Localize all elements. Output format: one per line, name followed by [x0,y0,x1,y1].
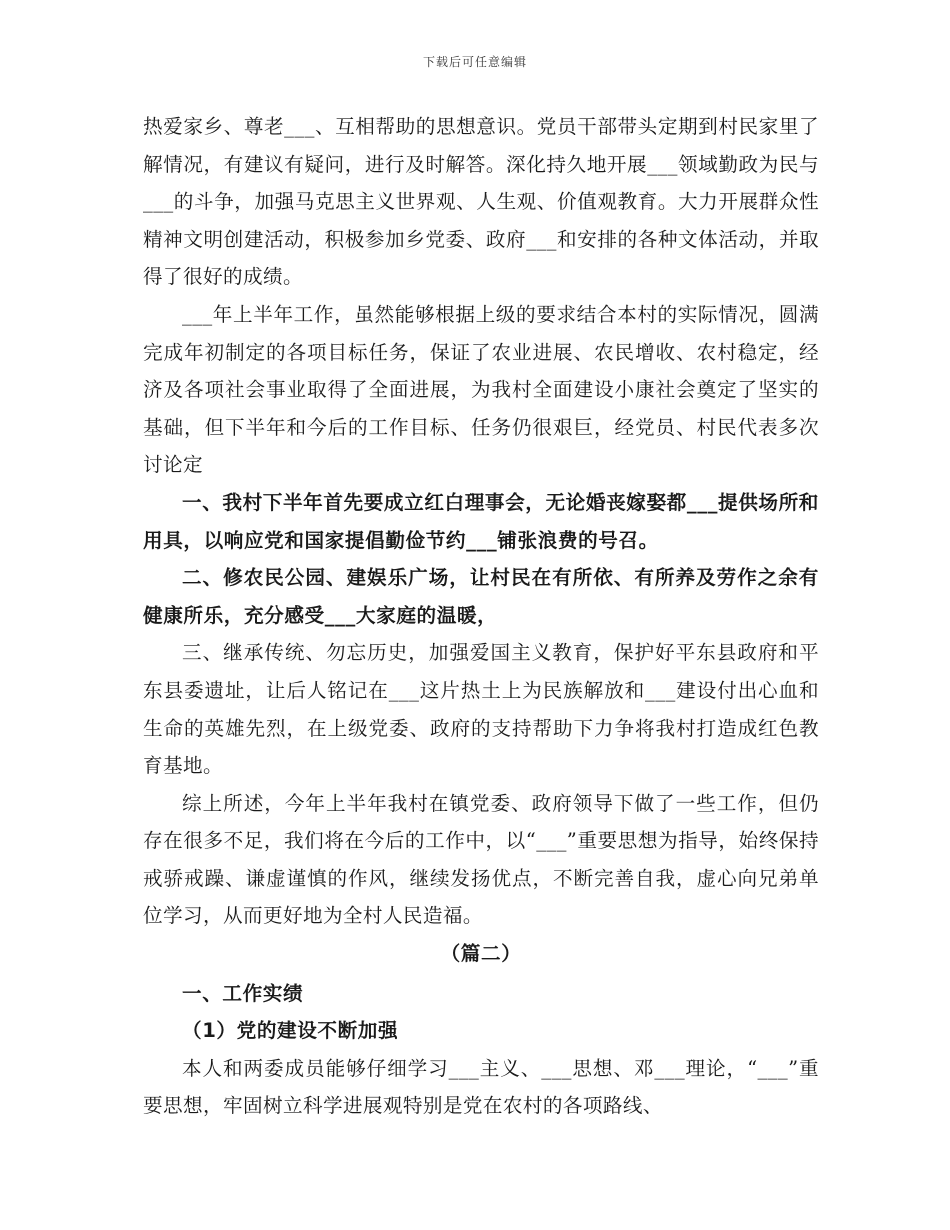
paragraph-6: 综上所述，今年上半年我村在镇党委、政府领导下做了一些工作，但仍存在很多不足，我们将在今后的工作中，以“___”重要思想为指导，始终保持戒骄戒躁、谦虚谨慎的作风，继续发扬优点，不断完善自我，虚心向兄弟单位学习，从而更好地为全村人民造福。 [143,791,819,928]
page-header: 下载后可任意编辑 [422,55,527,69]
section-title: （篇二） [440,942,522,966]
subheading-party-building: （1）党的建设不断加强 [182,1019,399,1043]
document-body [143,108,819,1125]
paragraph-2: ___年上半年工作，虽然能够根据上级的要求结合本村的实际情况，圆满完成年初制定的各项目标任务，保证了农业进展、农民增收、农村稳定，经济及各项社会事业取得了全面进展，为我村全面建设小康社会奠定了坚实的基础，但下半年和今后的工作目标、任务仍很艰巨，经党员、村民代表多次讨论定 [143,302,819,477]
paragraph-5: 三、继承传统、勿忘历史，加强爱国主义教育，保护好平东县政府和平东县委遗址，让后人铭记在___这片热土上为民族解放和___建设付出心血和生命的英雄先烈，在上级党委、政府的支持帮助下力争将我村打造成红色教育基地。 [143,641,819,778]
paragraph-3-bold: 一、我村下半年首先要成立红白理事会，无论婚丧嫁娶都___提供场所和用具，以响应党和国家提倡勤俭节约___铺张浪费的号召。 [143,490,820,552]
paragraph-1: 热爱家乡、尊老___、互相帮助的思想意识。党员干部带头定期到村民家里了解情况，有建议有疑问，进行及时解答。深化持久地开展___领域勤政为民与___的斗争，加强马克思主义世界观、人生观、价值观教育。大力开展群众性精神文明创建活动，积极参加乡党委、政府___和安排的各种文体活动，并取得了很好的成绩。 [143,115,819,289]
heading-work-results: 一、工作实绩 [182,981,304,1005]
paragraph-4-bold: 二、修农民公园、建娱乐广场，让村民在有所依、有所养及劳作之余有健康所乐，充分感受___大家庭的温暖， [143,566,819,627]
paragraph-7: 本人和两委成员能够仔细学习___主义、___思想、邓___理论，“___”重要思想，牢固树立科学进展观特别是党在农村的各项路线、 [143,1056,819,1118]
